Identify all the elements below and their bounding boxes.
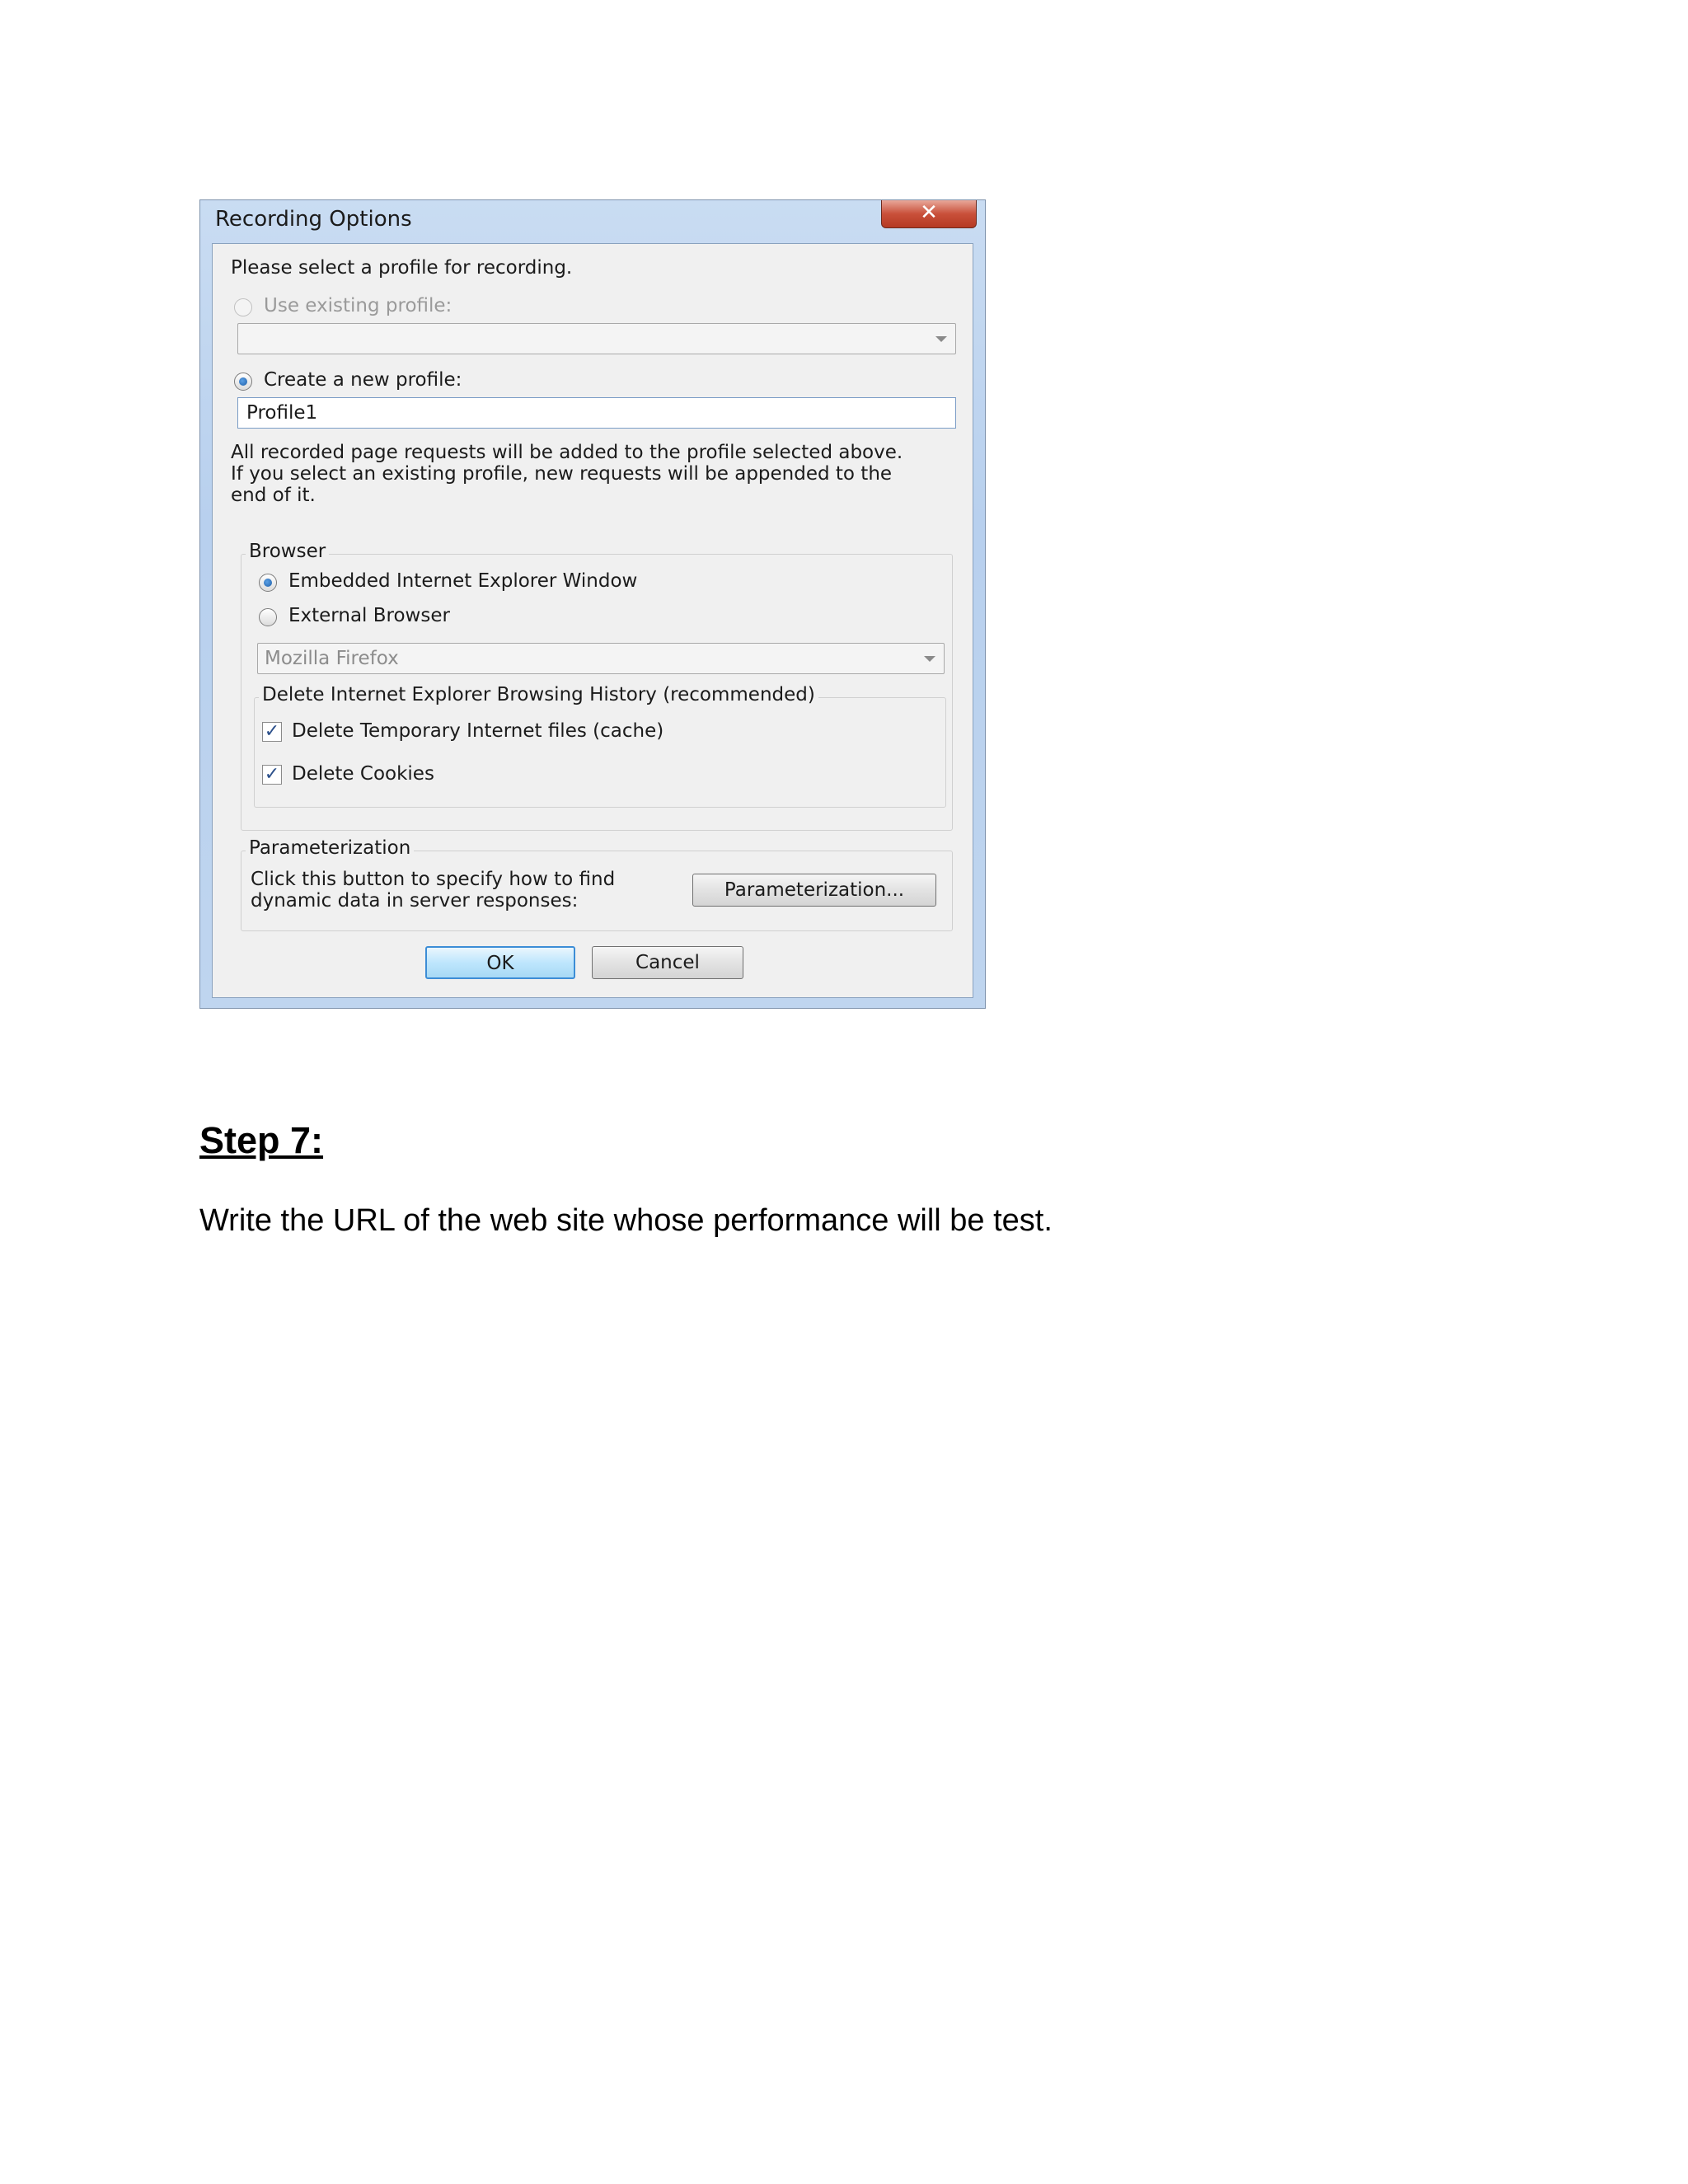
new-profile-input[interactable] xyxy=(237,397,956,429)
external-browser-radio[interactable] xyxy=(259,608,277,626)
browser-group-label: Browser xyxy=(246,541,329,562)
recording-options-dialog xyxy=(199,199,986,1009)
delete-cookies-checkbox[interactable]: ✓ xyxy=(262,765,282,785)
delete-history-group-label: Delete Internet Explorer Browsing History (recommended) xyxy=(259,684,818,705)
info-line-2: If you select an existing profile, new requests will be appended to the xyxy=(231,463,893,485)
external-browser-label: External Browser xyxy=(288,605,450,626)
chevron-down-icon xyxy=(935,336,947,342)
use-existing-label: Use existing profile: xyxy=(264,295,452,316)
ok-button[interactable]: OK xyxy=(425,946,575,979)
dialog-body xyxy=(212,243,973,998)
external-browser-value: Mozilla Firefox xyxy=(265,648,399,669)
create-new-radio[interactable] xyxy=(234,373,252,391)
create-new-label: Create a new profile: xyxy=(264,369,462,391)
embedded-ie-label: Embedded Internet Explorer Window xyxy=(288,570,638,592)
parameterization-text-line-1: Click this button to specify how to find xyxy=(251,869,616,890)
delete-cookies-label: Delete Cookies xyxy=(292,763,434,785)
existing-profile-select[interactable] xyxy=(237,323,956,354)
external-browser-select[interactable] xyxy=(257,643,945,674)
dialog-title: Recording Options xyxy=(215,207,412,232)
delete-history-group xyxy=(254,697,946,808)
parameterization-text-line-2: dynamic data in server responses: xyxy=(251,890,579,912)
use-existing-radio[interactable] xyxy=(234,298,252,316)
cancel-button[interactable]: Cancel xyxy=(592,946,743,979)
new-profile-value: Profile1 xyxy=(246,402,318,424)
delete-temp-files-label: Delete Temporary Internet files (cache) xyxy=(292,720,664,742)
parameterization-group-label: Parameterization xyxy=(246,837,414,859)
profile-prompt: Please select a profile for recording. xyxy=(231,257,573,279)
info-line-3: end of it. xyxy=(231,485,316,506)
step-heading: Step 7: xyxy=(199,1119,324,1161)
parameterization-button[interactable]: Parameterization... xyxy=(692,874,936,907)
chevron-down-icon xyxy=(924,656,935,662)
delete-temp-files-checkbox[interactable]: ✓ xyxy=(262,722,282,742)
info-line-1: All recorded page requests will be added to the profile selected above. xyxy=(231,442,903,463)
close-button[interactable]: ✕ xyxy=(881,200,977,228)
embedded-ie-radio[interactable] xyxy=(259,574,277,592)
step-instruction: Write the URL of the web site whose performance will be test. xyxy=(199,1203,1053,1238)
